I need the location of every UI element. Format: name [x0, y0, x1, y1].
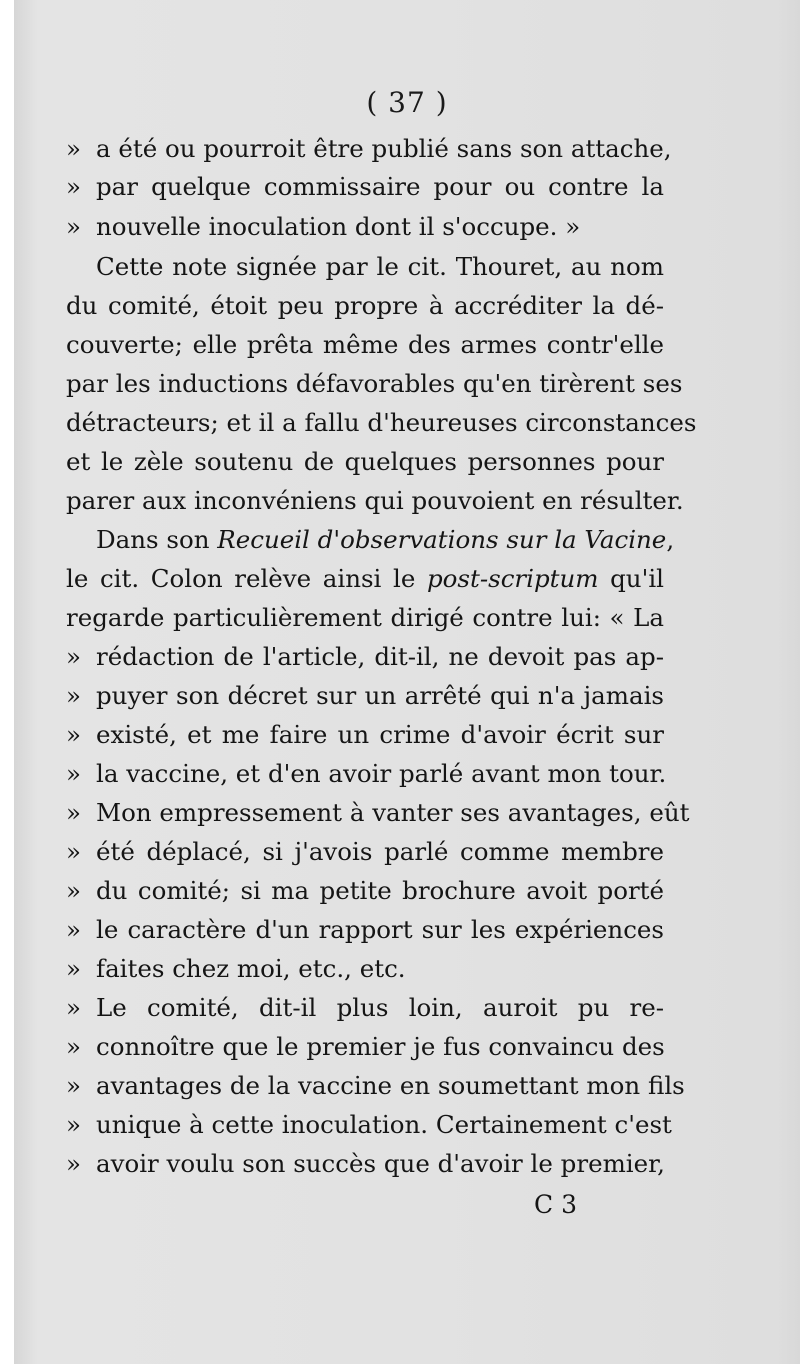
text-line: détracteurs; et il a fallu d'heureuses circonstances [66, 408, 697, 437]
book-page [14, 0, 800, 1364]
text-line: Dans son Recueil d'observations sur la Vacine, [96, 525, 675, 554]
signature-mark: C 3 [534, 1190, 577, 1219]
text-line: » le caractère d'un rapport sur les expériences [66, 915, 664, 944]
text-line: » faites chez moi, etc., etc. [66, 954, 406, 983]
text-line: » été déplacé, si j'avois parlé comme membre [66, 837, 664, 866]
text-line: » Mon empressement à vanter ses avantages, eût [66, 798, 690, 827]
text-line: » par quelque commissaire pour ou contre la [66, 172, 664, 201]
text-line: » unique à cette inoculation. Certainement c'est [66, 1110, 672, 1139]
text-line: » avoir voulu son succès que d'avoir le premier, [66, 1149, 665, 1178]
text-line: » connoître que le premier je fus convaincu des [66, 1032, 665, 1061]
text-line: » du comité; si ma petite brochure avoit porté [66, 876, 664, 905]
text-line: » la vaccine, et d'en avoir parlé avant mon tour. [66, 759, 667, 788]
text-line: » rédaction de l'article, dit-il, ne devoit pas ap- [66, 642, 664, 671]
text-line: » a été ou pourroit être publié sans son attache, [66, 134, 672, 163]
text-line: regarde particulièrement dirigé contre lui: « La [66, 603, 664, 632]
text-line: couverte; elle prêta même des armes contr'elle [66, 330, 664, 359]
text-line: du comité, étoit peu propre à accréditer la dé- [66, 291, 664, 320]
text-line: » existé, et me faire un crime d'avoir écrit sur [66, 720, 664, 749]
text-line: » avantages de la vaccine en soumettant mon fils [66, 1071, 685, 1100]
text-line: et le zèle soutenu de quelques personnes pour [66, 447, 664, 476]
page-number: ( 37 ) [366, 86, 448, 119]
text-line: parer aux inconvéniens qui pouvoient en résulter. [66, 486, 684, 515]
text-line: par les inductions défavorables qu'en tirèrent ses [66, 369, 683, 398]
text-line: » nouvelle inoculation dont il s'occupe. » [66, 212, 581, 241]
text-line: Cette note signée par le cit. Thouret, au nom [96, 252, 664, 281]
text-line: le cit. Colon relève ainsi le post-scriptum qu'il [66, 564, 664, 593]
text-line: » Le comité, dit-il plus loin, auroit pu re- [66, 993, 664, 1022]
text-line: » puyer son décret sur un arrêté qui n'a jamais [66, 681, 664, 710]
